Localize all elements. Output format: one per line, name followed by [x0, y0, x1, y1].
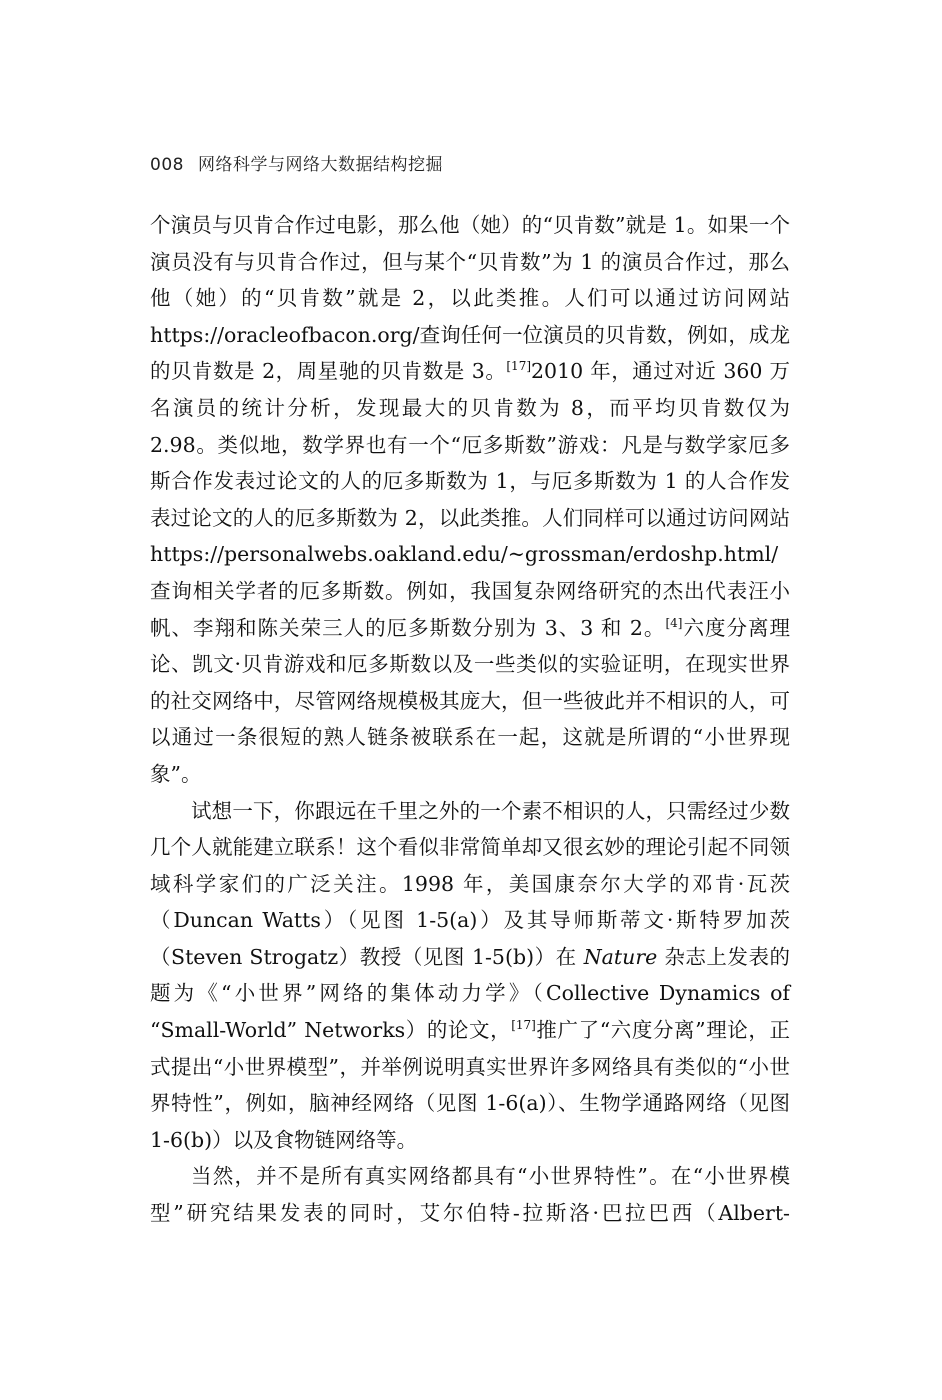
- text-segment: 试想一下，你跟远在千里之外的一个素不相识的人，只需经过少数几个人就能建立联系！这个看似非常简单却又很玄妙的理论引起不同领域科学家们的广泛关注。1998 年，美国康奈尔大学的邓肯·瓦茨（Duncan Watts）（见图 1-5(a)）及其导师斯蒂文·斯特罗加茨（Steven Strogatz）教授（见图 1-5(b)）在: [150, 798, 790, 969]
- paragraph-2: [150, 793, 790, 1159]
- text-segment: 当然，并不是所有真实网络都具有“小世界特性”。在“小世界模型”研究结果发表的同时，艾尔伯特-拉斯洛·巴拉巴西（Albert-: [150, 1164, 790, 1226]
- citation-4: [4]: [665, 615, 683, 630]
- text-segment: 六度分离理论、凯文·贝肯游戏和厄多斯数以及一些类似的实验证明，在现实世界的社交网络中，尽管网络规模极其庞大，但一些彼此并不相识的人，可以通过一条很短的熟人链条被联系在一起，这就是所谓的“小世界现象”。: [150, 615, 791, 786]
- page-number: 008: [150, 155, 184, 175]
- text-segment: 杂志上发表的题为《“小世界”网络的集体动力学》（Collective Dynamics of “Small-World” Networks）的论文，: [150, 944, 790, 1043]
- text-segment: 个演员与贝肯合作过电影，那么他（她）的“贝肯数”就是 1。如果一个演员没有与贝肯合作过，但与某个“贝肯数”为 1 的演员合作过，那么他（她）的“贝肯数”就是 2，以此类推。人们可以通过访问网站 https://oracleofbacon.org/查询任何一位演员的贝肯数，例如，成龙的贝肯数是 2，周星驰的贝肯数是 3。: [150, 213, 790, 384]
- citation-17: [17]: [506, 359, 532, 374]
- running-title: 网络科学与网络大数据结构挖掘: [197, 155, 443, 175]
- body-text: [150, 207, 790, 1232]
- citation-17: [17]: [511, 1018, 536, 1033]
- text-segment: 推广了“六度分离”理论，正式提出“小世界模型”，并举例说明真实世界许多网络具有类似的“小世界特性”，例如，脑神经网络（见图 1-6(a)）、生物学通路网络（见图 1-6(b)）以及食物链网络等。: [150, 1018, 790, 1152]
- text-segment: 2010 年，通过对近 360 万名演员的统计分析，发现最大的贝肯数为 8，而平均贝肯数仅为 2.98。类似地，数学界也有一个“厄多斯数”游戏：凡是与数学家厄多斯合作发表过论文的人的厄多斯数为 1，与厄多斯数为 1 的人合作发表过论文的人的厄多斯数为 2，以此类推。人们同样可以通过访问网站 https://personalwebs.oakland.edu/~grossman/erdoshp.html/ 查询相关学者的厄多斯数。例如，我国复杂网络研究的杰出代表汪小帆、李翔和陈关荣三人的厄多斯数分别为 3、3 和 2。: [150, 359, 790, 640]
- paragraph-1: [150, 207, 790, 793]
- paragraph-3: [150, 1158, 790, 1231]
- journal-name-nature: Nature: [583, 944, 658, 969]
- running-header: [150, 150, 443, 176]
